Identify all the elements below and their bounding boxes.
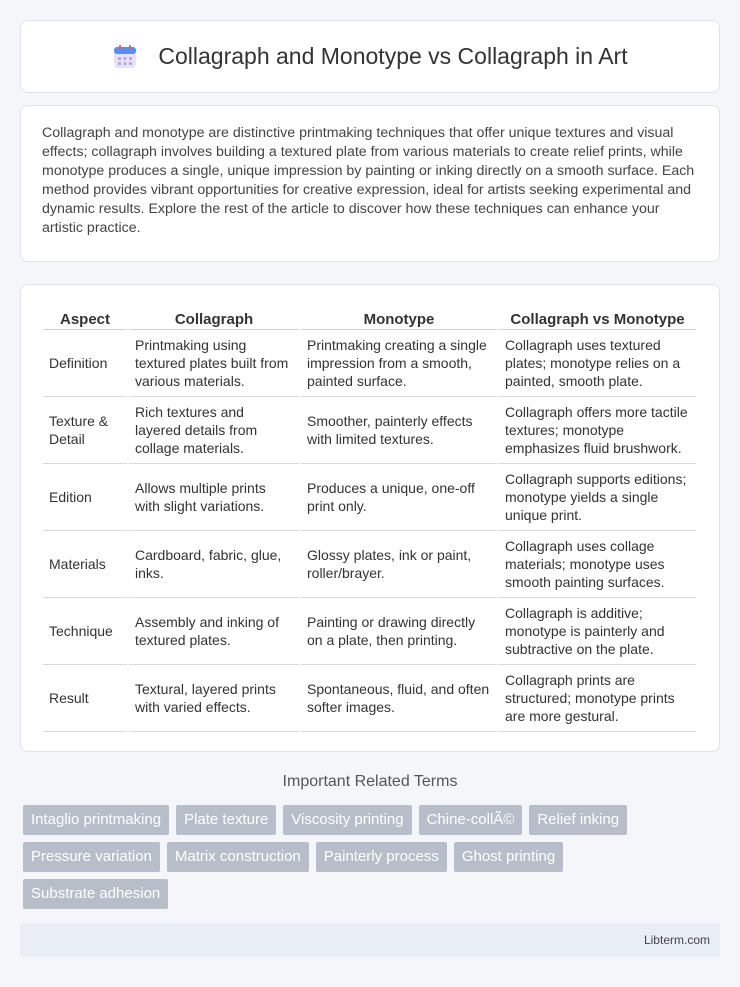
related-term-tag[interactable]: Matrix construction	[167, 842, 309, 872]
cell-aspect: Result	[43, 665, 127, 732]
cell-collagraph: Printmaking using textured plates built from various materials.	[129, 330, 299, 397]
related-term-tag[interactable]: Viscosity printing	[283, 805, 411, 835]
table-row	[43, 598, 696, 665]
header-collagraph: Collagraph	[129, 305, 299, 330]
related-term-tag[interactable]: Relief inking	[529, 805, 627, 835]
header-aspect: Aspect	[43, 305, 127, 330]
cell-monotype: Printmaking creating a single impression from a smooth, painted surface.	[301, 330, 497, 397]
table-row	[43, 665, 696, 732]
table-row	[43, 397, 696, 464]
related-term-tag[interactable]: Plate texture	[176, 805, 276, 835]
footer-site-link[interactable]: Libterm.com	[643, 933, 710, 947]
cell-aspect: Edition	[43, 464, 127, 531]
related-term-tag[interactable]: Pressure variation	[23, 842, 160, 872]
cell-collagraph: Allows multiple prints with slight variations.	[129, 464, 299, 531]
related-terms-heading: Important Related Terms	[282, 773, 458, 790]
cell-comparison: Collagraph uses textured plates; monotype relies on a painted, smooth plate.	[499, 330, 696, 397]
cell-comparison: Collagraph supports editions; monotype yields a single unique print.	[499, 464, 696, 531]
cell-monotype: Spontaneous, fluid, and often softer images.	[301, 665, 497, 732]
intro-card	[20, 105, 720, 262]
page-title: Collagraph and Monotype vs Collagraph in Art	[158, 43, 628, 69]
comparison-table-card	[20, 284, 720, 752]
cell-aspect: Technique	[43, 598, 127, 665]
cell-monotype: Produces a unique, one-off print only.	[301, 464, 497, 531]
cell-comparison: Collagraph offers more tactile textures; monotype emphasizes fluid brushwork.	[499, 397, 696, 464]
table-row	[43, 531, 696, 598]
cell-aspect: Texture & Detail	[43, 397, 127, 464]
cell-monotype: Glossy plates, ink or paint, roller/brayer.	[301, 531, 497, 598]
title-card	[20, 20, 720, 93]
cell-collagraph: Assembly and inking of textured plates.	[129, 598, 299, 665]
related-terms-list	[23, 805, 703, 909]
cell-collagraph: Cardboard, fabric, glue, inks.	[129, 531, 299, 598]
related-term-tag[interactable]: Ghost printing	[454, 842, 563, 872]
footer	[20, 923, 720, 957]
cell-comparison: Collagraph is additive; monotype is painterly and subtractive on the plate.	[499, 598, 696, 665]
related-term-tag[interactable]: Intaglio printmaking	[23, 805, 169, 835]
table-row	[43, 464, 696, 531]
related-term-tag[interactable]: Substrate adhesion	[23, 879, 168, 909]
related-term-tag[interactable]: Painterly process	[316, 842, 447, 872]
table-header-row	[43, 305, 696, 330]
header-comparison: Collagraph vs Monotype	[499, 305, 696, 330]
header-monotype: Monotype	[301, 305, 497, 330]
intro-text: Collagraph and monotype are distinctive printmaking techniques that offer unique textures and visual effects; collagraph involves building a textured plate from various materials to create relief prints, while monotype produces a single, unique impression by painting or inking directly on a smooth surface. Each method provides vibrant opportunities for creative expression, ideal for artists seeking experimental and dynamic results. Explore the rest of the article to discover how these techniques can enhance your artistic practice.	[42, 125, 695, 236]
comparison-table	[41, 305, 698, 732]
cell-monotype: Smoother, painterly effects with limited textures.	[301, 397, 497, 464]
related-term-tag[interactable]: Chine-collÃ©	[419, 805, 523, 835]
cell-aspect: Definition	[43, 330, 127, 397]
cell-comparison: Collagraph uses collage materials; monotype uses smooth painting surfaces.	[499, 531, 696, 598]
cell-comparison: Collagraph prints are structured; monotype prints are more gestural.	[499, 665, 696, 732]
cell-collagraph: Textural, layered prints with varied effects.	[129, 665, 299, 732]
table-row	[43, 330, 696, 397]
cell-aspect: Materials	[43, 531, 127, 598]
cell-collagraph: Rich textures and layered details from collage materials.	[129, 397, 299, 464]
cell-monotype: Painting or drawing directly on a plate, then printing.	[301, 598, 497, 665]
calendar-icon	[112, 44, 138, 70]
